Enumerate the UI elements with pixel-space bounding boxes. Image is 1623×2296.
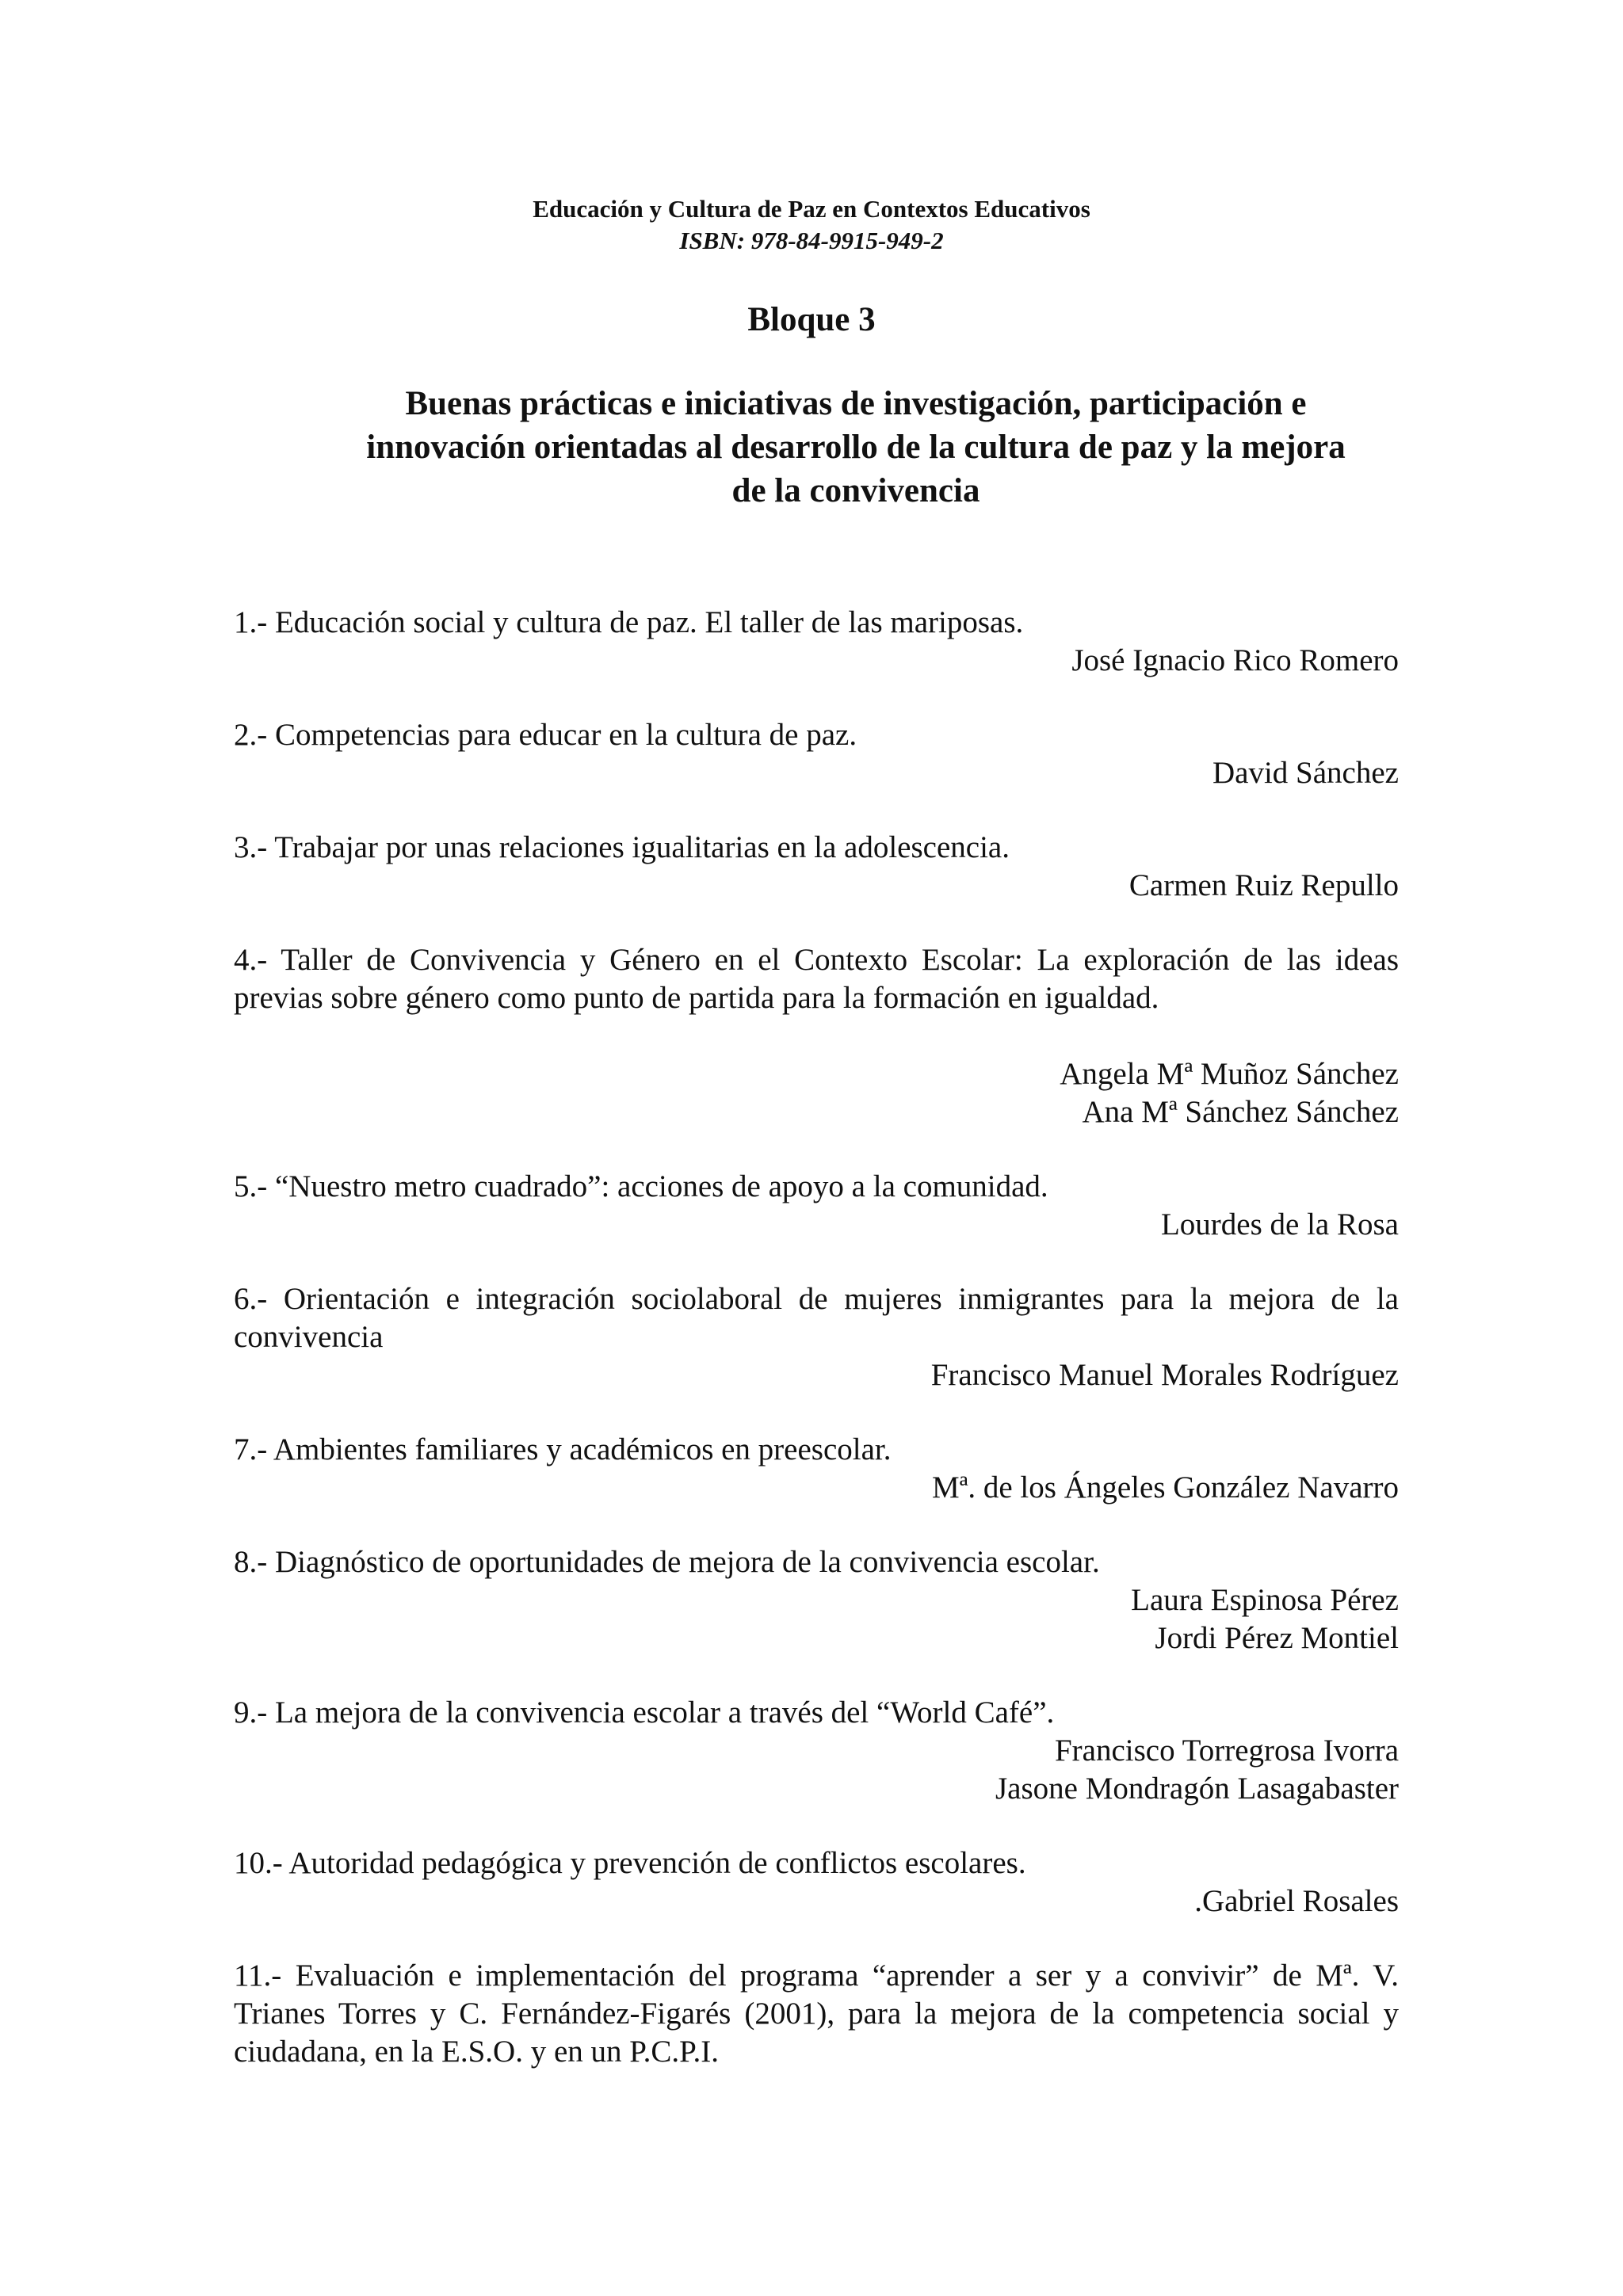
book-title: Educación y Cultura de Paz en Contextos Educativos (533, 195, 1090, 223)
contents-list (234, 604, 1399, 2107)
entry-title: 7.- Ambientes familiares y académicos en preescolar. (234, 1432, 892, 1466)
contents-entry (234, 604, 1399, 680)
entry-title: 4.- Taller de Convivencia y Género en el Contexto Escolar: La exploración de las ideas previas sobre género como punto de partida para la formación en igualdad. (234, 943, 1399, 1015)
contents-entry (234, 1280, 1399, 1394)
entry-title: 1.- Educación social y cultura de paz. El taller de las mariposas. (234, 605, 1024, 639)
contents-entry (234, 829, 1399, 905)
entry-title: 8.- Diagnóstico de oportunidades de mejora de la convivencia escolar. (234, 1545, 1100, 1579)
entry-author: Laura Espinosa Pérez (1131, 1583, 1399, 1617)
contents-entry (234, 1844, 1399, 1920)
entry-title: 9.- La mejora de la convivencia escolar a través del “World Café”. (234, 1695, 1055, 1730)
entry-title: 10.- Autoridad pedagógica y prevención de conflictos escolares. (234, 1846, 1026, 1880)
entry-author: Francisco Torregrosa Ivorra (1054, 1733, 1399, 1768)
entry-author: Mª. de los Ángeles González Navarro (931, 1470, 1399, 1505)
contents-entry (234, 1694, 1399, 1808)
entry-author: Angela Mª Muñoz Sánchez (1060, 1057, 1399, 1091)
entry-author: Jasone Mondragón Lasagabaster (995, 1772, 1399, 1806)
running-header (0, 193, 1623, 257)
entry-author: José Ignacio Rico Romero (1071, 643, 1399, 677)
entry-author: Carmen Ruiz Repullo (1128, 868, 1399, 902)
entry-title: 3.- Trabajar por unas relaciones igualitarias en la adolescencia. (234, 830, 1010, 864)
entry-title: 5.- “Nuestro metro cuadrado”: acciones de apoyo a la comunidad. (234, 1169, 1048, 1203)
entry-author: Jordi Pérez Montiel (1155, 1621, 1399, 1655)
entry-author: Francisco Manuel Morales Rodríguez (930, 1358, 1399, 1392)
book-isbn: ISBN: 978-84-9915-949-2 (679, 227, 944, 254)
entry-title: 2.- Competencias para educar en la cultura de paz. (234, 718, 857, 752)
entry-title: 11.- Evaluación e implementación del programa “aprender a ser y a convivir” de Mª. V. Trianes Torres y C. Fernández-Figarés (2001), para la mejora de la competencia social y ciudadana, en la E.S.O. y en un P.C.P.I. (234, 1958, 1399, 2069)
contents-entry (234, 716, 1399, 792)
entry-author: Ana Mª Sánchez Sánchez (1082, 1095, 1399, 1129)
contents-entry (234, 1543, 1399, 1657)
contents-entry (234, 1168, 1399, 1244)
entry-author: Lourdes de la Rosa (1160, 1207, 1399, 1241)
contents-entry (234, 941, 1399, 1131)
contents-entry (234, 1431, 1399, 1507)
entry-title: 6.- Orientación e integración sociolaboral de mujeres inmigrantes para la mejora de la convivencia (234, 1282, 1399, 1354)
spacer (234, 1017, 1399, 1055)
entry-author: David Sánchez (1212, 756, 1399, 790)
contents-entry (234, 1957, 1399, 2071)
block-subtitle: Buenas prácticas e iniciativas de investigación, participación e innovación orientadas al desarrollo de la cultura de paz y la mejora de la convivencia (366, 385, 1346, 509)
block-heading: Bloque 3 (747, 301, 876, 338)
entry-author: .Gabriel Rosales (1194, 1884, 1399, 1918)
